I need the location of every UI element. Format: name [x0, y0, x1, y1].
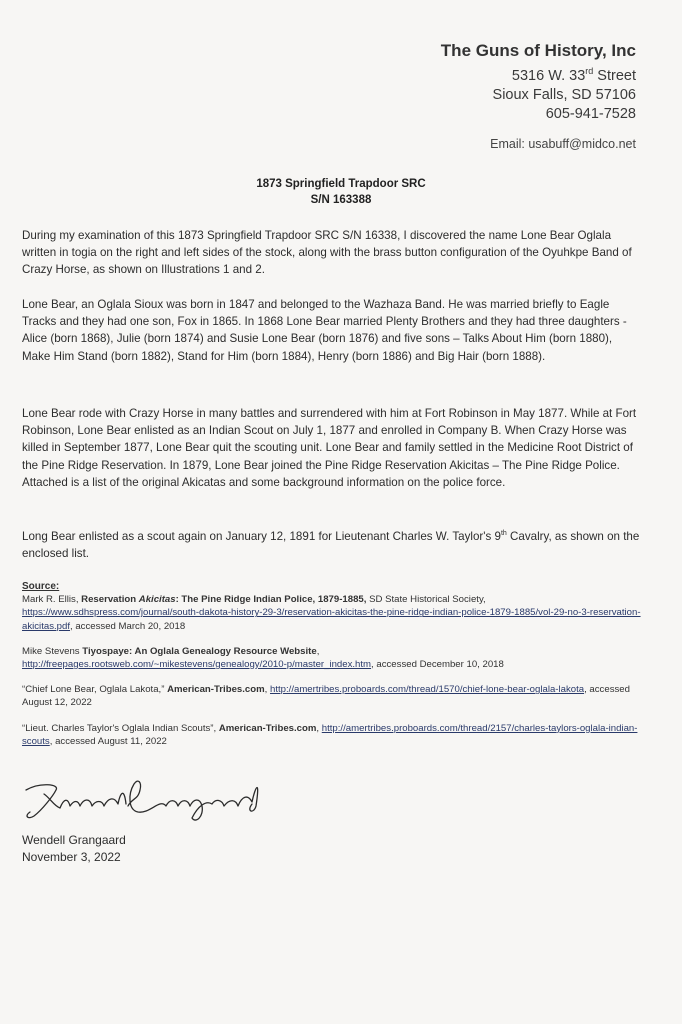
signoff-date: November 3, 2022	[22, 850, 121, 864]
signer-name: Wendell Grangaard	[22, 833, 126, 847]
source-2-comma: ,	[316, 645, 320, 657]
city-state-zip: Sioux Falls, SD 57106	[492, 86, 636, 103]
signature-stroke-4	[190, 788, 258, 821]
source-1-accessed: , accessed March 20, 2018	[70, 620, 186, 632]
title-line-2: S/N 163388	[310, 194, 372, 206]
source-2-accessed: , accessed December 10, 2018	[371, 659, 504, 671]
source-1-title-b: Akicitas	[138, 594, 176, 606]
handwritten-signature	[20, 776, 270, 826]
letterhead	[441, 40, 636, 124]
source-2-author: Mike Stevens	[22, 645, 83, 657]
source-3-link[interactable]: http://amertribes.proboards.com/thread/1570/chief-lone-bear-oglala-lakota	[269, 684, 585, 696]
street-address	[441, 62, 636, 86]
source-3	[22, 683, 647, 709]
source-1-title	[81, 594, 366, 605]
source-4-site: American-Tribes.com	[218, 722, 317, 734]
sources-section	[22, 580, 647, 760]
source-1-title-a: Reservation	[81, 594, 139, 606]
source-4-title: “Lieut. Charles Taylor's Oglala Indian Scouts”,	[22, 722, 219, 734]
source-3-comma: ,	[264, 684, 270, 696]
source-2	[22, 645, 647, 671]
street-prefix: 5316 W. 33	[511, 67, 586, 84]
source-3-accessed: , accessed August 12, 2022	[22, 684, 630, 709]
source-4	[22, 722, 647, 748]
source-3-site: American-Tribes.com	[167, 684, 265, 696]
title-line-1: 1873 Springfield Trapdoor SRC	[256, 178, 426, 190]
paragraph-4-end: Cavalry, as shown on the enclosed list.	[22, 529, 640, 561]
paragraph-4-ordinal: th	[500, 530, 507, 537]
street-ordinal: rd	[585, 66, 594, 76]
paragraph-4	[22, 525, 642, 562]
email-line: Email: usabuff@midco.net	[490, 137, 636, 151]
source-1	[22, 593, 647, 633]
source-2-title: Tiyospaye: An Oglala Genealogy Resource Website	[82, 645, 317, 657]
paragraph-3: Lone Bear rode with Crazy Horse in many battles and surrendered with him at Fort Robinson in May 1877. While at Fort Robinson, Lone Bear enlisted as an Indian Scout on July 1, 1877 and enrolled in Company B. When Crazy Horse was killed in September 1877, Lone Bear quit the scouting unit. Lone Bear and family settled in the Medicine Root District of the Pine Ridge Reservation. In 1879, Lone Bear joined the Pine Ridge Reservation Akicitas – The Pine Ridge Police. Attached is a list of the original Akicatas and some background information on the police force.	[22, 407, 637, 489]
source-1-link[interactable]: https://www.sdhspress.com/journal/south-dakota-history-29-3/reservation-akicitas-the-pine-ridge-indian-police-1879-1885/vol-29-no-3-reservation-akicitas.pdf	[22, 607, 641, 632]
signature-stroke-2	[44, 793, 126, 808]
paragraph-4-start: Long Bear enlisted as a scout again on January 12, 1891 for Lieutenant Charles W. Taylor's 9	[22, 529, 501, 543]
source-4-link[interactable]: http://amertribes.proboards.com/thread/2157/charles-taylors-oglala-indian-scouts	[22, 722, 638, 747]
document-title	[0, 176, 682, 208]
source-1-author: Mark R. Ellis,	[22, 594, 82, 606]
source-1-publisher: SD State Historical Society,	[366, 594, 486, 606]
source-4-comma: ,	[316, 722, 322, 734]
source-2-link[interactable]: http://freepages.rootsweb.com/~mikestevens/genealogy/2010-p/master_index.htm	[22, 659, 372, 671]
source-4-accessed: , accessed August 11, 2022	[49, 735, 167, 747]
street-suffix: Street	[593, 67, 636, 84]
paragraph-2: Lone Bear, an Oglala Sioux was born in 1847 and belonged to the Wazhaza Band. He was married briefly to Eagle Tracks and they had one son, Fox in 1865. In 1868 Lone Bear married Plenty Brothers and they had three daughters - Alice (born 1868), Julie (born 1874) and Susie Lone Bear (born 1876) and five sons – Talks About Him (born 1880), Make Him Stand (born 1882), Stand for Him (born 1884), Henry (born 1886) and Big Hair (born 1888).	[22, 298, 627, 363]
company-name: The Guns of History, Inc	[440, 41, 636, 60]
signature-stroke-3	[128, 781, 190, 812]
source-1-title-c: : The Pine Ridge Indian Police, 1879-1885,	[175, 594, 367, 606]
signoff-block	[22, 832, 126, 866]
source-3-title: “Chief Lone Bear, Oglala Lakota,”	[22, 684, 168, 696]
sources-heading: Source:	[22, 581, 60, 592]
phone-number: 605-941-7528	[545, 105, 636, 122]
paragraph-1: During my examination of this 1873 Springfield Trapdoor SRC S/N 16338, I discovered the name Lone Bear Oglala written in togia on the right and left sides of the stock, along with the brass button configuration of the Oyuhkpe Band of Crazy Horse, as shown on Illustrations 1 and 2.	[22, 229, 632, 277]
